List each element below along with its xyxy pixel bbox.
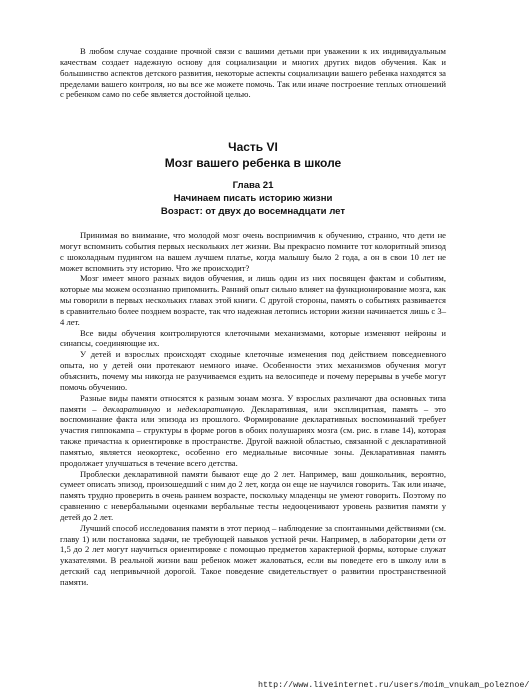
body-paragraph: Все виды обучения контролируются клеточными механизмами, которые изменяют нейроны и синапсы, соединяющие их. (60, 327, 446, 349)
memory-types-text: Разные виды памяти относятся к разным зонам мозга. У взрослых различают два основных типа памяти – (60, 392, 446, 414)
body-paragraph: Проблески декларативной памяти бывают еще до 2 лет. Например, ваш дошкольник, вероятно, сумеет описать эпизод, произошедший с ним до 2 лет, когда он еще не научился говорить. Так или иначе, память трудно проверить в очень раннем возрасте, поскольку младенцы не умеют говорить. Поэтому по сравнению с невербальными оценками вербальные тесты недооценивают уровень развития памяти у детей до 2 лет. (60, 468, 446, 522)
body-paragraph: Лучший способ исследования памяти в этот период – наблюдение за спонтанными действиями (см. главу 1) или постановка задачи, не требующей навыков устной речи. Например, в лаборатории дети от 1,5 до 2 лет могут научиться ориентировке с помощью предметов характерной формы, которые служат указателями. В реальной жизни ваш ребенок может жаловаться, если вы поведете его в школу или в детский сад непривычной дорогой. Такое поведение свидетельствует о развитии пространственной памяти. (60, 522, 446, 587)
body-paragraph: Мозг имеет много разных видов обучения, и лишь один из них посвящен фактам и событиям, которые мы можем осознанно припомнить. Ранний опыт сильно влияет на функционирование мозга, как мы говорили в первых нескольких главах этой книги. С другой стороны, память о событиях развивается в сравнительно более позднем возрасте, так что надежная летопись истории жизни начинается лишь с 3–4 лет. (60, 273, 446, 327)
declarative-term: декларативную (102, 403, 161, 414)
chapter-age-range: Возраст: от двух до восемнадцати лет (160, 206, 346, 217)
part-title: Часть VI (228, 140, 278, 154)
declarative-memory-text: Декларативная, или эксплицитная, память – это воспоминание факта или эпизода из прошлого. Формирование декларативных воспоминаний требует участия гиппокампа – структуры в форме рогов в обоих полушариях мозга (см. рис. в главе 14), которая также причастна к ориентировке в пространстве. Другой важной областью, связанной с декларативной памятью, является неокортекс, особенно его медиальные височные зоны. Декларативная память продолжает улучшаться в течение всего детства. (60, 403, 446, 468)
conjunction-text: и (166, 403, 172, 414)
chapter-body (60, 230, 446, 588)
body-paragraph: Принимая во внимание, что молодой мозг очень восприимчив к обучению, странно, что дети не могут вспомнить события первых нескольких лет жизни. Вы прекрасно помните тот колоритный эпизод с шоколадным пудингом на вашем лучшем платье, когда малышу было 2 года, а он в свои 10 лет не может вспомнить эту историю. Что же происходит? (60, 230, 446, 273)
chapter-subtitle: Начинаем писать историю жизни (173, 193, 333, 204)
intro-paragraph-block (60, 46, 446, 100)
footer-watermark-url: http://www.liveinternet.ru/users/moim_vnukam_poleznoe/ (258, 680, 529, 690)
body-paragraph: У детей и взрослых происходят сходные клеточные изменения под действием повседневного опыта, но у детей они протекают немного иначе. Особенности этих механизмов обучения могут объяснить, почему мы никогда не разучиваемся ездить на велосипеде и почему перерывы в учебе могут помочь обучению. (60, 349, 446, 392)
chapter-title: Глава 21 (232, 180, 274, 191)
body-paragraph (60, 393, 446, 469)
book-title: Мозг вашего ребенка в школе (164, 156, 342, 170)
nondeclarative-term: недекларативную. (177, 403, 245, 414)
intro-paragraph: В любом случае создание прочной связи с вашими детьми при уважении к их индивидуальным качествам создает надежную основу для социализации и многих других видов обучения. Как и большинство аспектов детского развития, некоторые аспекты социализации вашего ребенка находятся за пределами вашего контроля, но вы все же можете помочь. Так или иначе построение теплых отношений с ребенком само по себе является достойной целью. (60, 46, 446, 100)
